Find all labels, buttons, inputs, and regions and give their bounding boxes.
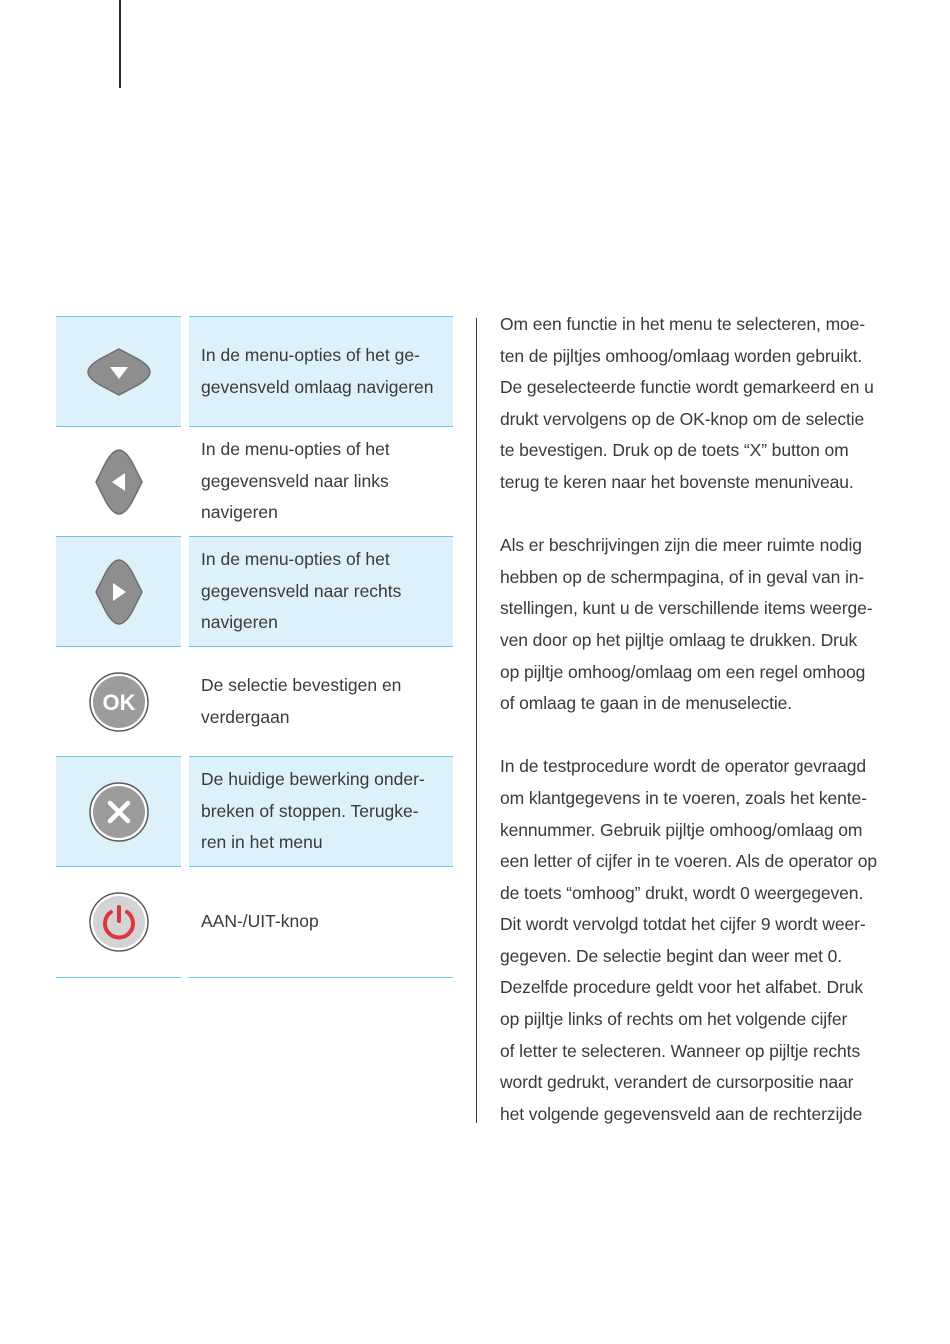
power-icon [88,891,150,953]
ok-icon [88,671,150,733]
key-description: In de menu-opties of het gegevensveld naar links navigeren [201,439,390,523]
column-divider [476,318,477,1123]
key-description: De selectie bevestigen en verdergaan [201,675,402,727]
key-description: In de menu-opties of het gegevensveld naar rechts navigeren [201,549,402,633]
key-row-left [56,426,453,536]
paragraph: Om een functie in het menu te selecteren, moe- ten de pijltjes omhoog/omlaag worden gebruikt. De geselecteerde functie wordt gemarkeerd en u drukt vervolgens op de OK-knop om de selectie te bevestigen. Druk op de toets “X” button om terug te keren naar het bovenste menuniveau. [500,314,874,492]
icon-cell [56,317,181,426]
key-row-right [56,536,453,646]
key-description: In de menu-opties of het ge- gevensveld omlaag navigeren [201,345,434,397]
arrow-left-icon [94,448,144,516]
icon-cell [56,757,181,866]
key-row-ok [56,646,453,756]
paragraph: In de testprocedure wordt de operator gevraagd om klantgegevens in te voeren, zoals het kente- kennummer. Gebruik pijltje omhoog/omlaag om een letter of cijfer in te voeren. Als de operator op de toets “omhoog” drukt, wordt 0 weergegeven. Dit wordt vervolgd totdat het cijfer 9 wordt weer- gegeven. De selectie begint dan weer met 0. Dezelfde procedure geldt voor het alfabet. Druk op pijltje links of rechts om het volgende cijfer of letter te selecteren. Wanneer op pijltje rechts wordt gedrukt, verandert de cursorpositie naar het volgende gegevensveld aan de rechterzijde [500,756,878,1124]
close-icon [88,781,150,843]
top-margin-rule [119,0,121,88]
key-row-cancel [56,756,453,866]
icon-cell [56,427,181,536]
key-description: AAN-/UIT-knop [201,911,319,932]
key-function-table [56,316,453,978]
instructions-text [500,309,897,1162]
ok-icon-label: OK [102,689,135,715]
key-row-down [56,316,453,426]
icon-cell [56,537,181,646]
arrow-right-icon [94,558,144,626]
icon-cell [56,867,181,977]
icon-cell [56,647,181,756]
key-row-power [56,866,453,978]
paragraph: Als er beschrijvingen zijn die meer ruimte nodig hebben op de schermpagina, of in geval van in- stellingen, kunt u de verschillende items weerge- ven door op het pijltje omlaag te drukken. Druk op pijltje omhoog/omlaag om een regel omhoog of omlaag te gaan in de menuselectie. [500,535,873,714]
key-description: De huidige bewerking onder- breken of stoppen. Terugke- ren in het menu [201,769,425,853]
arrow-down-icon [86,347,152,397]
